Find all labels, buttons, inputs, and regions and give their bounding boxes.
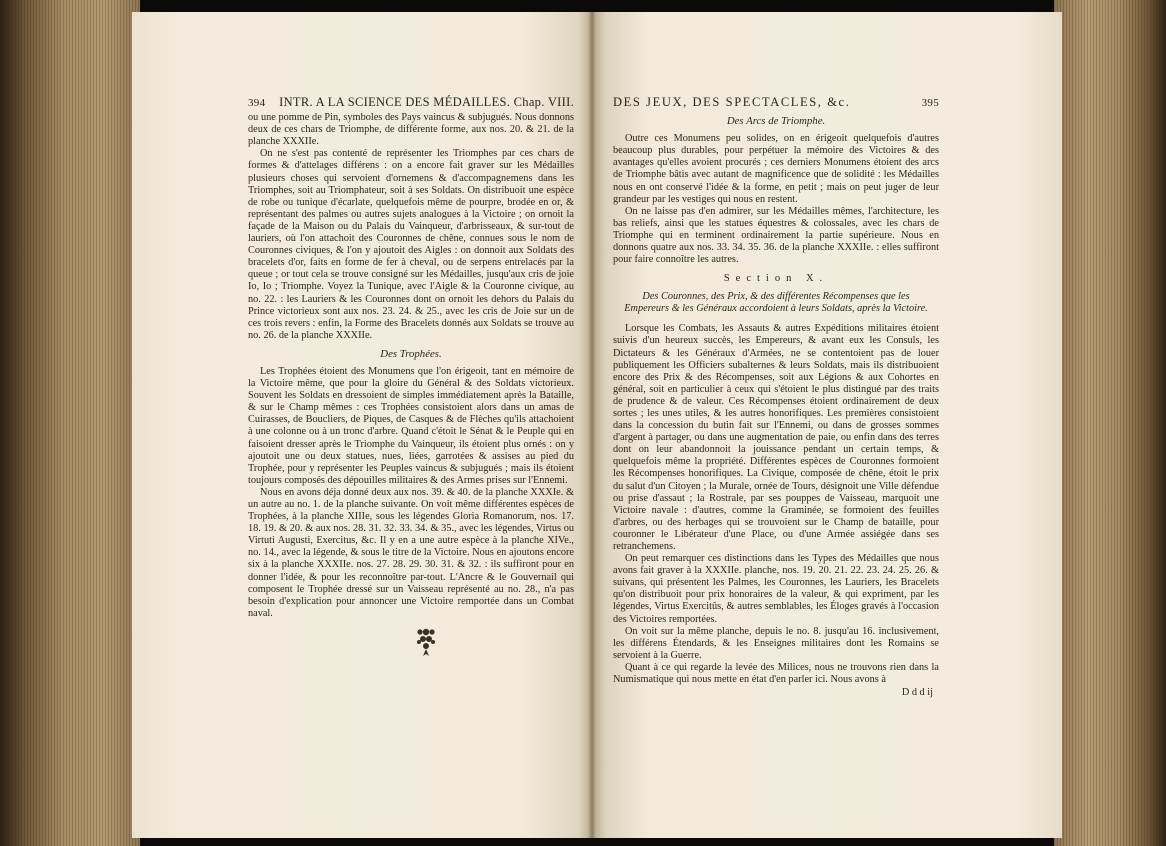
running-head-title-left: INTR. A LA SCIENCE DES MÉDAILLES. Chap. VIII. [279, 95, 574, 109]
page-edges-right [1054, 0, 1166, 846]
left-page-text [248, 96, 574, 620]
paragraph: ou une pomme de Pin, symboles des Pays vaincus & subjugués. Nous donnons deux de ces chars de Triomphe, de différente forme, aux nos. 20. & 21. de la planche XXXIIe. [248, 112, 574, 148]
paragraph: Lorsque les Combats, les Assauts & autres Expéditions militaires étoient suivis d'un heureux succès, les Empereurs, & avant eux les Consuls, les Dictateurs & les Généraux d'Armées, ne se contentoient pas de louer publiquement les Officiers subalternes & leurs Soldats, mais ils distribuoient encore des Prix & des Récompenses, soit aux Légions & aux Cohortes en général, soit en particulier à ceux qui s'étoient le plus distingué par des traits de prudence & de valeur. Ces Récompenses étoient ordinairement de deux sortes ; les unes utiles, & les autres honorifiques. Les premières consistoient dans la concession du butin fait sur l'Ennemi, ou dans de grosses sommes d'argent à partager, ou dans une augmentation de paie, ou enfin dans des terres dont on leur abandonnoit la jouissance pendant un certain temps, & quelquefois même la propriété. Différentes espèces de Couronnes formoient les Récompenses honorifiques. La Civique, composée de chêne, étoit le prix du salut d'un Citoyen ; la Murale, ornée de Tours, désignoit une Ville défendue ou prise d'assaut ; la Rostrale, par ses pouppes de Vaisseau, marquoit une Victoire navale : d'autres, comme la Graminée, se formoient des feuilles d'arbres, ou des herbages qui se trouvoient sur le Champ de bataille, pour couronner le Libérateur d'une Place, ou d'une Armée assiégée dans ses retranchemens. [613, 323, 939, 552]
page-edges-left [0, 0, 140, 846]
right-page-text [613, 96, 939, 699]
paragraph: On ne laisse pas d'en admirer, sur les Médailles mêmes, l'architecture, les bas reliefs, ainsi que les statues équestres & colossales, avec les chars de Triomphe qui en terminent ordinairement la partie supérieure. Nous en donnons quatre aux nos. 33. 34. 35. 36. de la planche XXXIIe. : elles suffiront pour faire connoître les autres. [613, 205, 939, 266]
page-number-right: 395 [921, 97, 939, 109]
page-number-left: 394 [248, 97, 266, 109]
section-subtitle: Des Couronnes, des Prix, & des différentes Récompenses que les Empereurs & les Généraux accordoient à leurs Soldats, après la Victoire. [624, 291, 928, 315]
subheading-arcs: Des Arcs de Triomphe. [726, 115, 826, 128]
paragraph: Quant à ce qui regarde la levée des Milices, nous ne trouvons rien dans la Numismatique qui nous mette en état d'en parler ici. Nous avons à [613, 661, 939, 686]
paragraph: Les Trophées étoient des Monumens que l'on érigeoit, tant en mémoire de la Victoire même, que pour la gloire du Général & des Soldats victorieux. Souvent les Soldats en dressoient de simples immédiatement après la Bataille, & sur le Champ mêmes : ces Trophées consistoient alors dans un amas de Cuirasses, de Boucliers, de Piques, de Casques & de Flèches qu'ils attachoient à une colonne ou à un tronc d'arbre. Quand c'étoit le Sénat & le Peuple qui en faisoient dresser après le Triomphe du Vainqueur, ils étoient plus ornés : on y ajoutoit une ou deux statues, nues, liées, garrotées & assises au pied du Trophée, pour y représenter les Peuples vaincus & subjugués ; mais ils étoient toujours composés des dépouilles militaires & des Armes prises sur l'Ennemi. [248, 365, 574, 486]
running-head-right [613, 96, 939, 109]
signature-mark: D d d ij [901, 687, 933, 699]
book-gutter [588, 12, 596, 838]
paragraph: On ne s'est pas contenté de représenter les Triomphes par ces chars de formes & d'attelages différens : on a encore fait graver sur les Médailles plusieurs choses qui servoient d'ornemens & d'accompagnemens dans les Triomphes, soit au Triomphateur, soit à ses Soldats. On distribuoit une espèce de robe ou tunique d'écarlate, quelquefois même de pourpre, brodée en or, & représentant des palmes ou autres sujets analogues à la Victoire ; on ornoit la façade de la Maison ou du Palais du Vainqueur, d'arbrisseaux, & sur-tout de lauriers, où l'on attachoit des Couronnes de chêne, connues sous le nom de Couronnes civiques, & l'on y ajoutoit des Aigles : on donnoit aux Soldats des bracelets d'or, faits en forme de fer à cheval, ou de serpens entrelacés par la queue ; or tout cela se trouve consigné sur les Médailles, jusqu'aux cris de joie Io, Io ; Triomphe. Voyez la Tunique, avec l'Aigle & la Couronne civique, au no. 22. : les Lauriers & les Couronnes dont on ornoit les dehors du Palais du Prince victorieux sont aux nos. 23. 24. & 25., avec les cris de Joie sur un de ces trois revers : enfin, la Forme des Bracelets donnés aux Soldats se trouve au no. 26. de la planche XXXIIe. [248, 148, 574, 341]
running-head-left [248, 96, 574, 109]
paragraph: Outre ces Monumens peu solides, on en érigeoit quelquefois d'autres beaucoup plus durables, pour perpétuer la mémoire des Victoires & des avantages qu'elles avoient procurés ; ces derniers Monumens étoient des arcs de Triomphe bâtis avec autant de magnificence que de solidité : les Médailles nous en ont conservé l'idée & la forme, en petit ; mais on peut juger de leur grandeur par les vestiges qui nous en restent. [613, 133, 939, 205]
running-head-title-right: DES JEUX, DES SPECTACLES, &c. [613, 95, 851, 109]
paragraph: On peut remarquer ces distinctions dans les Types des Médailles que nous avons fait graver à la XXXIIe. planche, nos. 19. 20. 21. 22. 23. 24. 25. 26. & suivans, qui présentent les Palmes, les Couronnes, les Lauriers, les Bracelets qu'on distribuoit pour prix honoraires de la valeur, & qui expriment, par les légendes, Virtus Exercitûs, & autres semblables, les Éloges gravés à l'occasion des Victoires remportées. [613, 553, 939, 625]
subheading-trophees: Des Trophées. [380, 347, 442, 360]
paragraph: On voit sur la même planche, depuis le no. 8. jusqu'au 16. inclusivement, les différens Étendards, & les Enseignes militaires dont les Romains se servoient à la Guerre. [613, 625, 939, 661]
paragraph: Nous en avons déja donné deux aux nos. 39. & 40. de la planche XXXIe. & un autre au no. 1. de la planche suivante. On voit même différentes espèces de Trophées, à la planche XIIIe, sous les légendes Gloria Romanorum, nos. 17. 18. 19. & 20. & aux nos. 28. 31. 32. 33. 34. & 35., avec les légendes, Virtus ou Virtuti Augusti, Exercitus, &c. Il y en a une autre espèce à la planche XIVe., no. 14., avec la légende, & sous le titre de la Victoire. Nous en ajoutons encore six à la planche XXXIIe. nos. 27. 28. 29. 30. 31. & 32. : ils suffiront pour en donner l'idée, & pour les reconnoître par-tout. L'Ancre & le Gouvernail qui composent le Trophée dressé sur un Vaisseau représenté au no. 28., n'a pas besoin d'explication pour annoncer une Victoire remportée dans un Combat naval. [248, 486, 574, 619]
section-heading: Section X. [723, 273, 829, 285]
floral-fleuron-icon [409, 626, 443, 665]
